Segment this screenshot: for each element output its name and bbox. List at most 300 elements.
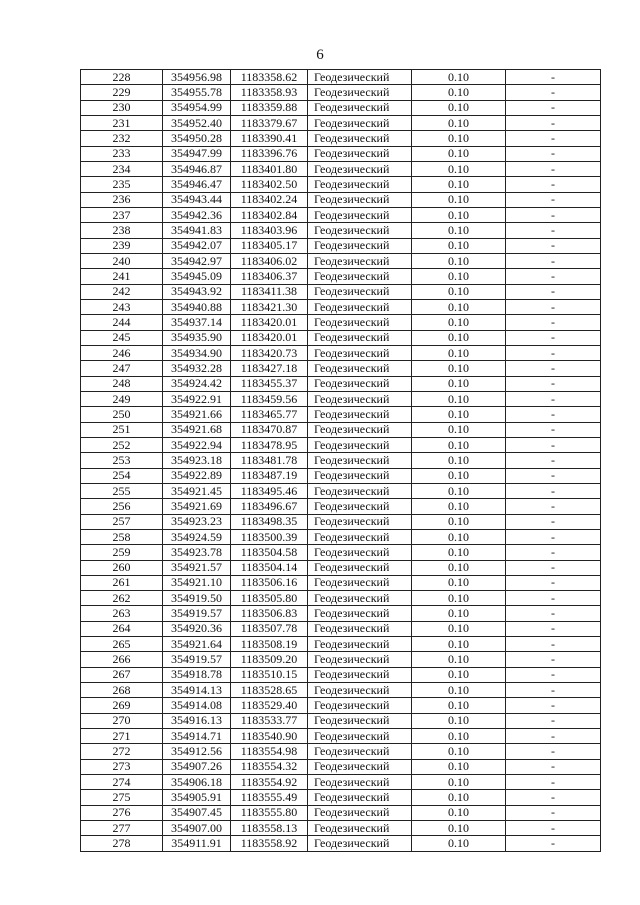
y-coordinate-cell: 1183506.16 — [231, 575, 308, 590]
table-row — [81, 85, 601, 100]
y-coordinate-cell: 1183478.95 — [231, 437, 308, 452]
y-coordinate-cell: 1183406.37 — [231, 269, 308, 284]
y-coordinate-cell: 1183504.14 — [231, 560, 308, 575]
coordinates-table-body — [81, 70, 601, 852]
x-coordinate-cell: 354923.78 — [163, 545, 231, 560]
accuracy-cell: 0.10 — [412, 161, 506, 176]
method-cell: Геодезический — [308, 284, 412, 299]
accuracy-cell: 0.10 — [412, 131, 506, 146]
y-coordinate-cell: 1183427.18 — [231, 361, 308, 376]
method-cell: Геодезический — [308, 468, 412, 483]
method-cell: Геодезический — [308, 652, 412, 667]
x-coordinate-cell: 354919.57 — [163, 652, 231, 667]
y-coordinate-cell: 1183495.46 — [231, 483, 308, 498]
description-cell: - — [506, 238, 601, 253]
description-cell: - — [506, 85, 601, 100]
method-cell: Геодезический — [308, 269, 412, 284]
accuracy-cell: 0.10 — [412, 744, 506, 759]
accuracy-cell: 0.10 — [412, 560, 506, 575]
method-cell: Геодезический — [308, 330, 412, 345]
y-coordinate-cell: 1183500.39 — [231, 529, 308, 544]
x-coordinate-cell: 354921.10 — [163, 575, 231, 590]
table-row — [81, 821, 601, 836]
point-number-cell: 255 — [81, 483, 163, 498]
y-coordinate-cell: 1183411.38 — [231, 284, 308, 299]
point-number-cell: 268 — [81, 683, 163, 698]
accuracy-cell: 0.10 — [412, 529, 506, 544]
table-row — [81, 744, 601, 759]
accuracy-cell: 0.10 — [412, 330, 506, 345]
accuracy-cell: 0.10 — [412, 483, 506, 498]
description-cell: - — [506, 161, 601, 176]
accuracy-cell: 0.10 — [412, 70, 506, 85]
y-coordinate-cell: 1183420.01 — [231, 330, 308, 345]
accuracy-cell: 0.10 — [412, 207, 506, 222]
x-coordinate-cell: 354919.50 — [163, 591, 231, 606]
method-cell: Геодезический — [308, 514, 412, 529]
y-coordinate-cell: 1183420.01 — [231, 315, 308, 330]
y-coordinate-cell: 1183510.15 — [231, 667, 308, 682]
description-cell: - — [506, 207, 601, 222]
x-coordinate-cell: 354946.47 — [163, 177, 231, 192]
description-cell: - — [506, 70, 601, 85]
table-row — [81, 131, 601, 146]
table-row — [81, 468, 601, 483]
x-coordinate-cell: 354942.97 — [163, 253, 231, 268]
point-number-cell: 263 — [81, 606, 163, 621]
description-cell: - — [506, 284, 601, 299]
table-row — [81, 100, 601, 115]
description-cell: - — [506, 621, 601, 636]
point-number-cell: 247 — [81, 361, 163, 376]
x-coordinate-cell: 354907.00 — [163, 821, 231, 836]
method-cell: Геодезический — [308, 499, 412, 514]
accuracy-cell: 0.10 — [412, 836, 506, 851]
description-cell: - — [506, 545, 601, 560]
table-row — [81, 805, 601, 820]
method-cell: Геодезический — [308, 591, 412, 606]
x-coordinate-cell: 354942.07 — [163, 238, 231, 253]
accuracy-cell: 0.10 — [412, 683, 506, 698]
method-cell: Геодезический — [308, 85, 412, 100]
table-row — [81, 315, 601, 330]
method-cell: Геодезический — [308, 560, 412, 575]
table-row — [81, 284, 601, 299]
method-cell: Геодезический — [308, 775, 412, 790]
accuracy-cell: 0.10 — [412, 315, 506, 330]
table-row — [81, 529, 601, 544]
point-number-cell: 258 — [81, 529, 163, 544]
point-number-cell: 261 — [81, 575, 163, 590]
x-coordinate-cell: 354907.26 — [163, 759, 231, 774]
accuracy-cell: 0.10 — [412, 729, 506, 744]
method-cell: Геодезический — [308, 361, 412, 376]
method-cell: Геодезический — [308, 345, 412, 360]
x-coordinate-cell: 354907.45 — [163, 805, 231, 820]
description-cell: - — [506, 422, 601, 437]
point-number-cell: 234 — [81, 161, 163, 176]
x-coordinate-cell: 354923.23 — [163, 514, 231, 529]
y-coordinate-cell: 1183406.02 — [231, 253, 308, 268]
method-cell: Геодезический — [308, 667, 412, 682]
x-coordinate-cell: 354914.13 — [163, 683, 231, 698]
method-cell: Геодезический — [308, 70, 412, 85]
point-number-cell: 273 — [81, 759, 163, 774]
accuracy-cell: 0.10 — [412, 376, 506, 391]
point-number-cell: 259 — [81, 545, 163, 560]
description-cell: - — [506, 345, 601, 360]
y-coordinate-cell: 1183487.19 — [231, 468, 308, 483]
point-number-cell: 260 — [81, 560, 163, 575]
table-row — [81, 376, 601, 391]
method-cell: Геодезический — [308, 100, 412, 115]
y-coordinate-cell: 1183481.78 — [231, 453, 308, 468]
point-number-cell: 278 — [81, 836, 163, 851]
method-cell: Геодезический — [308, 713, 412, 728]
point-number-cell: 264 — [81, 621, 163, 636]
x-coordinate-cell: 354921.57 — [163, 560, 231, 575]
x-coordinate-cell: 354940.88 — [163, 299, 231, 314]
description-cell: - — [506, 100, 601, 115]
x-coordinate-cell: 354922.94 — [163, 437, 231, 452]
y-coordinate-cell: 1183529.40 — [231, 698, 308, 713]
accuracy-cell: 0.10 — [412, 345, 506, 360]
x-coordinate-cell: 354921.69 — [163, 499, 231, 514]
description-cell: - — [506, 499, 601, 514]
y-coordinate-cell: 1183558.92 — [231, 836, 308, 851]
description-cell: - — [506, 299, 601, 314]
description-cell: - — [506, 698, 601, 713]
point-number-cell: 270 — [81, 713, 163, 728]
point-number-cell: 271 — [81, 729, 163, 744]
coordinates-table — [80, 69, 601, 852]
method-cell: Геодезический — [308, 453, 412, 468]
method-cell: Геодезический — [308, 177, 412, 192]
x-coordinate-cell: 354934.90 — [163, 345, 231, 360]
x-coordinate-cell: 354946.87 — [163, 161, 231, 176]
method-cell: Геодезический — [308, 805, 412, 820]
method-cell: Геодезический — [308, 192, 412, 207]
point-number-cell: 256 — [81, 499, 163, 514]
y-coordinate-cell: 1183459.56 — [231, 391, 308, 406]
point-number-cell: 243 — [81, 299, 163, 314]
accuracy-cell: 0.10 — [412, 545, 506, 560]
page-number: 6 — [316, 47, 324, 63]
table-row — [81, 483, 601, 498]
description-cell: - — [506, 315, 601, 330]
point-number-cell: 244 — [81, 315, 163, 330]
table-row — [81, 499, 601, 514]
table-row — [81, 192, 601, 207]
table-row — [81, 207, 601, 222]
table-row — [81, 836, 601, 851]
method-cell: Геодезический — [308, 729, 412, 744]
accuracy-cell: 0.10 — [412, 361, 506, 376]
description-cell: - — [506, 177, 601, 192]
y-coordinate-cell: 1183555.49 — [231, 790, 308, 805]
table-row — [81, 177, 601, 192]
method-cell: Геодезический — [308, 422, 412, 437]
table-row — [81, 422, 601, 437]
y-coordinate-cell: 1183528.65 — [231, 683, 308, 698]
table-row — [81, 161, 601, 176]
description-cell: - — [506, 391, 601, 406]
table-row — [81, 575, 601, 590]
accuracy-cell: 0.10 — [412, 575, 506, 590]
point-number-cell: 235 — [81, 177, 163, 192]
accuracy-cell: 0.10 — [412, 100, 506, 115]
table-row — [81, 621, 601, 636]
x-coordinate-cell: 354919.57 — [163, 606, 231, 621]
y-coordinate-cell: 1183508.19 — [231, 637, 308, 652]
point-number-cell: 230 — [81, 100, 163, 115]
point-number-cell: 276 — [81, 805, 163, 820]
x-coordinate-cell: 354955.78 — [163, 85, 231, 100]
table-row — [81, 545, 601, 560]
description-cell: - — [506, 775, 601, 790]
x-coordinate-cell: 354911.91 — [163, 836, 231, 851]
point-number-cell: 246 — [81, 345, 163, 360]
y-coordinate-cell: 1183504.58 — [231, 545, 308, 560]
y-coordinate-cell: 1183540.90 — [231, 729, 308, 744]
x-coordinate-cell: 354918.78 — [163, 667, 231, 682]
x-coordinate-cell: 354906.18 — [163, 775, 231, 790]
method-cell: Геодезический — [308, 529, 412, 544]
description-cell: - — [506, 652, 601, 667]
x-coordinate-cell: 354922.91 — [163, 391, 231, 406]
y-coordinate-cell: 1183405.17 — [231, 238, 308, 253]
accuracy-cell: 0.10 — [412, 468, 506, 483]
y-coordinate-cell: 1183390.41 — [231, 131, 308, 146]
accuracy-cell: 0.10 — [412, 85, 506, 100]
table-row — [81, 713, 601, 728]
x-coordinate-cell: 354956.98 — [163, 70, 231, 85]
accuracy-cell: 0.10 — [412, 759, 506, 774]
description-cell: - — [506, 759, 601, 774]
table-row — [81, 759, 601, 774]
x-coordinate-cell: 354924.42 — [163, 376, 231, 391]
description-cell: - — [506, 591, 601, 606]
method-cell: Геодезический — [308, 759, 412, 774]
x-coordinate-cell: 354950.28 — [163, 131, 231, 146]
method-cell: Геодезический — [308, 299, 412, 314]
table-row — [81, 790, 601, 805]
description-cell: - — [506, 483, 601, 498]
description-cell: - — [506, 821, 601, 836]
x-coordinate-cell: 354923.18 — [163, 453, 231, 468]
description-cell: - — [506, 330, 601, 345]
point-number-cell: 242 — [81, 284, 163, 299]
point-number-cell: 237 — [81, 207, 163, 222]
y-coordinate-cell: 1183359.88 — [231, 100, 308, 115]
description-cell: - — [506, 575, 601, 590]
table-row — [81, 514, 601, 529]
point-number-cell: 240 — [81, 253, 163, 268]
accuracy-cell: 0.10 — [412, 713, 506, 728]
y-coordinate-cell: 1183554.32 — [231, 759, 308, 774]
y-coordinate-cell: 1183558.13 — [231, 821, 308, 836]
method-cell: Геодезический — [308, 821, 412, 836]
point-number-cell: 269 — [81, 698, 163, 713]
accuracy-cell: 0.10 — [412, 805, 506, 820]
table-row — [81, 591, 601, 606]
point-number-cell: 231 — [81, 115, 163, 130]
y-coordinate-cell: 1183402.84 — [231, 207, 308, 222]
x-coordinate-cell: 354947.99 — [163, 146, 231, 161]
description-cell: - — [506, 407, 601, 422]
point-number-cell: 236 — [81, 192, 163, 207]
description-cell: - — [506, 437, 601, 452]
point-number-cell: 253 — [81, 453, 163, 468]
table-row — [81, 637, 601, 652]
description-cell: - — [506, 453, 601, 468]
description-cell: - — [506, 805, 601, 820]
description-cell: - — [506, 713, 601, 728]
x-coordinate-cell: 354914.71 — [163, 729, 231, 744]
point-number-cell: 250 — [81, 407, 163, 422]
method-cell: Геодезический — [308, 207, 412, 222]
description-cell: - — [506, 468, 601, 483]
point-number-cell: 274 — [81, 775, 163, 790]
description-cell: - — [506, 223, 601, 238]
accuracy-cell: 0.10 — [412, 299, 506, 314]
x-coordinate-cell: 354954.99 — [163, 100, 231, 115]
point-number-cell: 241 — [81, 269, 163, 284]
accuracy-cell: 0.10 — [412, 621, 506, 636]
description-cell: - — [506, 560, 601, 575]
x-coordinate-cell: 354912.56 — [163, 744, 231, 759]
accuracy-cell: 0.10 — [412, 499, 506, 514]
table-row — [81, 391, 601, 406]
method-cell: Геодезический — [308, 391, 412, 406]
table-row — [81, 361, 601, 376]
point-number-cell: 254 — [81, 468, 163, 483]
x-coordinate-cell: 354914.08 — [163, 698, 231, 713]
method-cell: Геодезический — [308, 606, 412, 621]
accuracy-cell: 0.10 — [412, 775, 506, 790]
description-cell: - — [506, 253, 601, 268]
accuracy-cell: 0.10 — [412, 821, 506, 836]
method-cell: Геодезический — [308, 698, 412, 713]
point-number-cell: 239 — [81, 238, 163, 253]
y-coordinate-cell: 1183420.73 — [231, 345, 308, 360]
point-number-cell: 245 — [81, 330, 163, 345]
point-number-cell: 252 — [81, 437, 163, 452]
accuracy-cell: 0.10 — [412, 591, 506, 606]
y-coordinate-cell: 1183358.93 — [231, 85, 308, 100]
table-row — [81, 269, 601, 284]
accuracy-cell: 0.10 — [412, 453, 506, 468]
y-coordinate-cell: 1183533.77 — [231, 713, 308, 728]
accuracy-cell: 0.10 — [412, 606, 506, 621]
point-number-cell: 272 — [81, 744, 163, 759]
point-number-cell: 277 — [81, 821, 163, 836]
y-coordinate-cell: 1183455.37 — [231, 376, 308, 391]
point-number-cell: 275 — [81, 790, 163, 805]
description-cell: - — [506, 637, 601, 652]
description-cell: - — [506, 269, 601, 284]
accuracy-cell: 0.10 — [412, 514, 506, 529]
table-row — [81, 299, 601, 314]
description-cell: - — [506, 667, 601, 682]
accuracy-cell: 0.10 — [412, 698, 506, 713]
description-cell: - — [506, 376, 601, 391]
table-row — [81, 407, 601, 422]
accuracy-cell: 0.10 — [412, 146, 506, 161]
table-row — [81, 560, 601, 575]
accuracy-cell: 0.10 — [412, 391, 506, 406]
y-coordinate-cell: 1183507.78 — [231, 621, 308, 636]
y-coordinate-cell: 1183379.67 — [231, 115, 308, 130]
accuracy-cell: 0.10 — [412, 284, 506, 299]
accuracy-cell: 0.10 — [412, 422, 506, 437]
description-cell: - — [506, 131, 601, 146]
method-cell: Геодезический — [308, 146, 412, 161]
accuracy-cell: 0.10 — [412, 437, 506, 452]
y-coordinate-cell: 1183509.20 — [231, 652, 308, 667]
y-coordinate-cell: 1183555.80 — [231, 805, 308, 820]
x-coordinate-cell: 354921.64 — [163, 637, 231, 652]
y-coordinate-cell: 1183421.30 — [231, 299, 308, 314]
accuracy-cell: 0.10 — [412, 407, 506, 422]
x-coordinate-cell: 354943.92 — [163, 284, 231, 299]
x-coordinate-cell: 354941.83 — [163, 223, 231, 238]
table-row — [81, 223, 601, 238]
accuracy-cell: 0.10 — [412, 790, 506, 805]
table-row — [81, 729, 601, 744]
accuracy-cell: 0.10 — [412, 115, 506, 130]
y-coordinate-cell: 1183554.98 — [231, 744, 308, 759]
x-coordinate-cell: 354921.68 — [163, 422, 231, 437]
description-cell: - — [506, 836, 601, 851]
accuracy-cell: 0.10 — [412, 192, 506, 207]
description-cell: - — [506, 115, 601, 130]
x-coordinate-cell: 354922.89 — [163, 468, 231, 483]
y-coordinate-cell: 1183402.24 — [231, 192, 308, 207]
x-coordinate-cell: 354920.36 — [163, 621, 231, 636]
x-coordinate-cell: 354945.09 — [163, 269, 231, 284]
point-number-cell: 249 — [81, 391, 163, 406]
x-coordinate-cell: 354952.40 — [163, 115, 231, 130]
method-cell: Геодезический — [308, 131, 412, 146]
point-number-cell: 229 — [81, 85, 163, 100]
description-cell: - — [506, 729, 601, 744]
y-coordinate-cell: 1183401.80 — [231, 161, 308, 176]
x-coordinate-cell: 354924.59 — [163, 529, 231, 544]
point-number-cell: 238 — [81, 223, 163, 238]
description-cell: - — [506, 361, 601, 376]
accuracy-cell: 0.10 — [412, 253, 506, 268]
point-number-cell: 232 — [81, 131, 163, 146]
y-coordinate-cell: 1183470.87 — [231, 422, 308, 437]
point-number-cell: 257 — [81, 514, 163, 529]
description-cell: - — [506, 606, 601, 621]
x-coordinate-cell: 354935.90 — [163, 330, 231, 345]
table-row — [81, 775, 601, 790]
method-cell: Геодезический — [308, 376, 412, 391]
x-coordinate-cell: 354937.14 — [163, 315, 231, 330]
method-cell: Геодезический — [308, 407, 412, 422]
point-number-cell: 265 — [81, 637, 163, 652]
point-number-cell: 233 — [81, 146, 163, 161]
point-number-cell: 248 — [81, 376, 163, 391]
table-row — [81, 238, 601, 253]
table-row — [81, 115, 601, 130]
x-coordinate-cell: 354943.44 — [163, 192, 231, 207]
point-number-cell: 262 — [81, 591, 163, 606]
accuracy-cell: 0.10 — [412, 652, 506, 667]
point-number-cell: 251 — [81, 422, 163, 437]
